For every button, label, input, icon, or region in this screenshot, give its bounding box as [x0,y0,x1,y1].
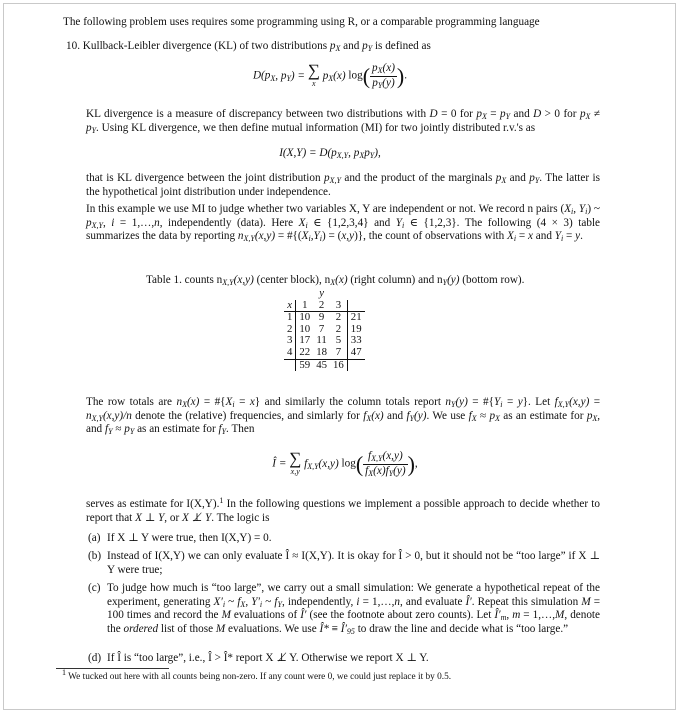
table-row: 3 17 11 5 33 [284,335,365,347]
sum-symbol: ∑ x [307,61,320,89]
mi-equation: $I(X,Y) = D(p_{X,Y}$, $p_Xp_Y$), [279,147,381,160]
list-item-d: (d) If Î is “too large”, i.e., Î > Î* report X ⊥̸ Y. Otherwise we report X ⊥ Y. [88,652,429,664]
footnote-rule [56,668,169,669]
list-item-c: (c) To judge how much is “too large”, we carry out a small simulation: We generate a hypothetical repeat of the experiment, generating $X'_i$ ~ $f_X$, $Y'_i$ ~ $f_Y$, independently, i = 1,…,n, and evaluate Î′. Repeat this simulation M = 100 times and record the M evaluations of Î′ (see the footnote about zero counts). Let $Î'_m$, m = 1,…,M, denote the ordered list of those M evaluations. We use Î* ≡ $Î'_{95}$ to draw the line and decide what is “too large.” [88,582,601,636]
paragraph-totals: The row totals are $n_X(x)$ = $\#\{X_i = x\}$ and similarly the column totals report $n_Y(y)$ = $\#\{Y_i = y\}$. Let $f_{X,Y}(x,y) = n_{X,Y}(x,y)/n$ denote the (relative) frequencies, and simlarly for $f_X(x)$ and $f_Y(y)$. We use $f_X \approx p_X$ as an estimate for $p_X$, and $f_Y \approx p_Y$ as an estimate for $f_Y$. Then [86,396,601,437]
paragraph-example: In this example we use MI to judge whether two variables X, Y are independent or not. We record n pairs ($X_i$, $Y_i$) ~ $p_{X,Y}$, i = 1,…,n, independently (data). Here $X_i$ ∈ {1,2,3,4} and $Y_i$ ∈ {1,2,3}. The following (4 × 3) table summarizes the data by reporting $n_{X,Y}(x,y)$ = $\#\{(X_i,Y_i) = (x,y)\}$, the count of observations with $X_i = x$ and $Y_i = y$. [86,203,601,244]
paragraph-kl-intro: KL divergence is a measure of discrepancy between two distributions with D = 0 for $p_X = p_Y$ and D > 0 for $p_X \ne p_Y$. Using KL divergence, we then define mutual information (MI) for two jointly distributed r.v.'s as [86,108,601,135]
list-item-b: (b) Instead of I(X,Y) we can only evaluate Î ≈ I(X,Y). It is okay for Î > 0, but it should not be “too large” if X ⊥ Y were true; [88,550,600,576]
col-header: 1 [302,298,308,311]
kl-equation: $D(p_X$, $p_Y$) = ∑ x $p_X(x)$ log( $\frac{p_X(x)}{p_Y(y)}$ ). [252,61,408,90]
table-row: 2 10 7 2 19 [284,324,365,336]
problem-heading: 10. Kullback-Leibler divergence (KL) of two distributions $p_X$ and $p_Y$ is defined as [66,40,431,53]
paragraph-joint: that is KL divergence between the joint distribution $p_{X,Y}$ and the product of the marginals $p_X$ and $p_Y$. The latter is the hypothetical joint distribution under independence. [86,172,600,198]
footnote-ref: 1 [219,496,224,505]
table-row: 1 10 9 2 21 [284,312,365,324]
table-caption: Table 1. counts $n_{X,Y}(x,y)$ (center block), $n_X(x)$ (right column) and $n_Y(y)$ (bottom row). [146,274,525,287]
footnote: $^1$ We tucked out here with all counts being non-zero. If any count were 0, we could just replace it by 0.5. [62,668,452,682]
table-row-totals: 59 45 16 [284,359,365,371]
list-item-a: (a) If X ⊥ Y were true, then I(X,Y) = 0. [88,532,272,544]
x-label: x [287,298,293,311]
problem-number: 10. [66,40,80,52]
y-label: y [319,287,324,299]
counts-table [284,288,365,371]
col-header: 2 [318,298,325,311]
intro-text: The following problem uses requires some programming using R, or a comparable programming language [63,16,540,28]
table-row: 4 22 18 7 47 [284,347,365,359]
col-header: 3 [335,298,342,311]
paragraph-logic: serves as estimate for I(X,Y).$^1$ In the following questions we implement a possible approach to decide whether to report that X ⊥ Y, or X ⊥̸ Y. The logic is [86,496,601,524]
sum-symbol: ∑ x,y [289,449,302,477]
i-hat-equation: Î = ∑ x,y $f_{X,Y}(x,y)$ log( $\frac{f_{X,Y}(x,y)}{f_X(x)f_Y(y)}$ ), [272,449,418,478]
